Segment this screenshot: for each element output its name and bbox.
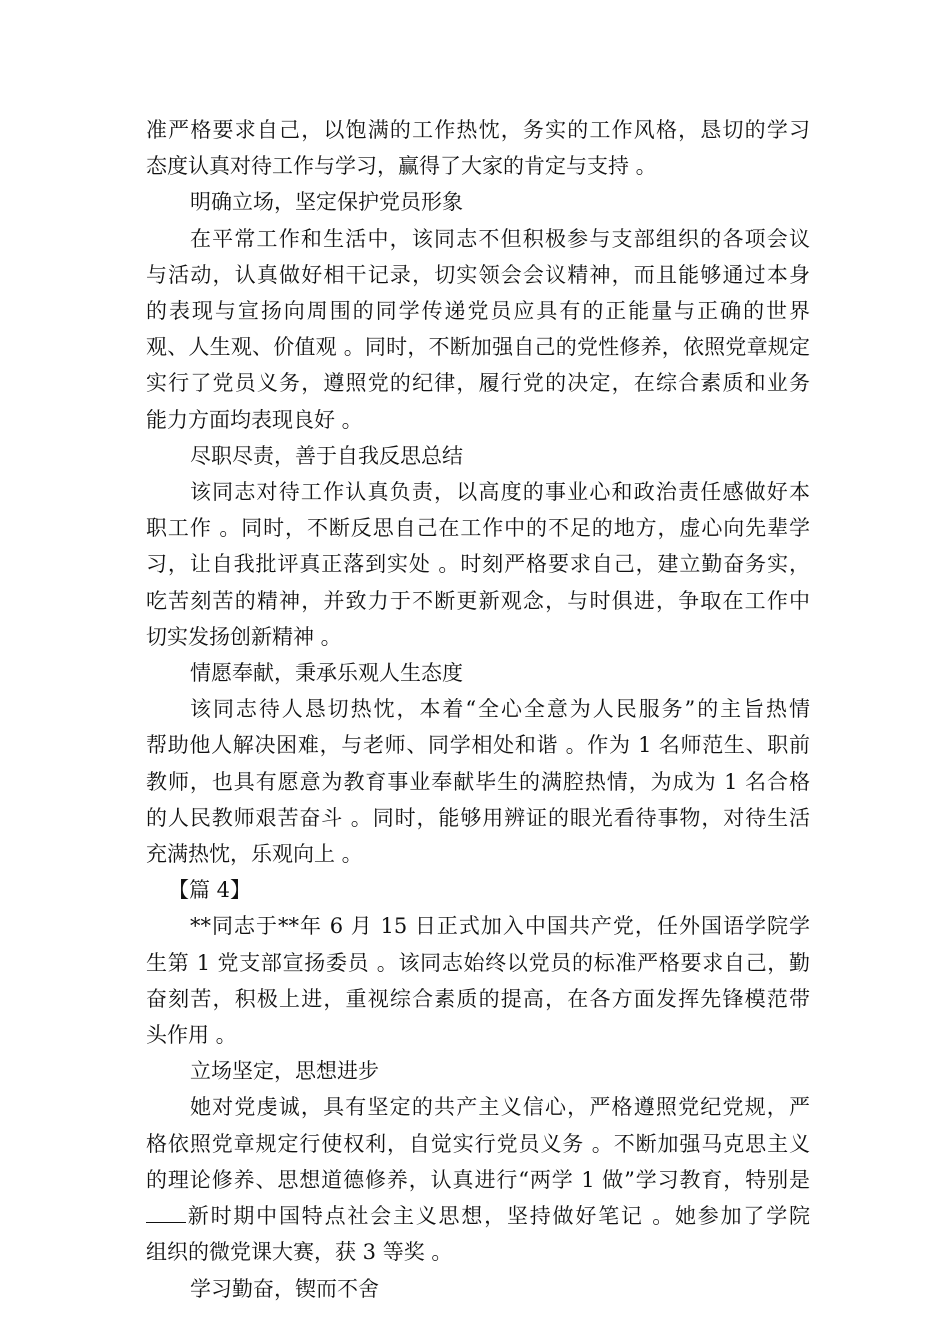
paragraph-line [146, 1198, 810, 1234]
section-heading: 情愿奉献，秉承乐观人生态度 [190, 661, 463, 686]
paragraph-first-line: **同志于**年 6 月 15 日正式加入中国共产党，任外国语学院学 [190, 914, 810, 939]
paragraph-last-line: 切实发扬创新精神 。 [146, 624, 342, 649]
paragraph-last-line: 组织的微党课大赛，获 3 等奖 。 [146, 1240, 453, 1265]
paragraph-last-line: 头作用 。 [146, 1023, 237, 1048]
paragraph-first-line: 该同志待人恳切热忱，本着“全心全意为人民服务”的主旨热情 [190, 697, 810, 722]
paragraph-line: 职工作 。同时，不断反思自己在工作中的不足的地方，虚心向先辈学 [146, 516, 810, 541]
paragraph-line: 教师，也具有愿意为教育事业奉献毕生的满腔热情，为成为 1 名合格 [146, 769, 810, 794]
paragraph-line: 的理论修养、思想道德修养，认真进行“两学 1 做”学习教育，特别是 [146, 1167, 810, 1192]
paragraph-line: 的人民教师艰苦奋斗 。同时，能够用辨证的眼光看待事物，对待生活 [146, 805, 810, 830]
paragraph-line: 吃苦刻苦的精神，并致力于不断更新观念，与时俱进，争取在工作中 [146, 588, 810, 613]
section-heading: 学习勤奋，锲而不舍 [190, 1276, 379, 1301]
paragraph-line: 习，让自我批评真正落到实处 。时刻严格要求自己，建立勤奋务实， [146, 552, 810, 577]
section-heading: 尽职尽责，善于自我反思总结 [190, 443, 463, 468]
paragraph-line: 实行了党员义务，遵照党的纪律，履行党的决定，在综合素质和业务 [146, 371, 810, 396]
part-marker: 【篇 4】 [168, 878, 252, 903]
paragraph-line: 生第 1 党支部宣扬委员 。该同志始终以党员的标准严格要求自己，勤 [146, 950, 810, 975]
paragraph-first-line: 该同志对待工作认真负责，以高度的事业心和政治责任感做好本 [190, 480, 810, 505]
section-heading: 立场坚定，思想进步 [190, 1059, 379, 1084]
paragraph-first-line: 她对党虔诚，具有坚定的共产主义信心，严格遵照党纪党规，严 [190, 1095, 810, 1120]
document-page [146, 112, 810, 1307]
paragraph-line: 帮助他人解决困难，与老师、同学相处和谐 。作为 1 名师范生、职前 [146, 733, 810, 758]
paragraph-first-line: 在平常工作和生活中，该同志不但积极参与支部组织的各项会议 [190, 226, 810, 251]
paragraph-line: 奋刻苦，积极上进，重视综合素质的提高，在各方面发挥先锋模范带 [146, 986, 810, 1011]
paragraph-line: 观、人生观、价值观 。同时，不断加强自己的党性修养，依照党章规定 [146, 335, 810, 360]
fill-in-blank [146, 1204, 186, 1223]
paragraph-last-line: 能力方面均表现良好 。 [146, 407, 363, 432]
paragraph-last-line: 态度认真对待工作与学习，赢得了大家的肯定与支持 。 [146, 154, 657, 179]
paragraph-line: 格依照党章规定行使权利，自觉实行党员义务 。不断加强马克思主义 [146, 1131, 810, 1156]
paragraph-last-line: 充满热忱，乐观向上 。 [146, 842, 363, 867]
paragraph-line: 的表现与宣扬向周围的同学传递党员应具有的正能量与正确的世界 [146, 299, 810, 324]
section-heading: 明确立场，坚定保护党员形象 [190, 190, 463, 215]
paragraph-line-text: 新时期中国特点社会主义思想，坚持做好笔记 。她参加了学院 [186, 1204, 810, 1229]
paragraph-line: 准严格要求自己，以饱满的工作热忱，务实的工作风格，恳切的学习 [146, 118, 810, 142]
paragraph-line: 与活动，认真做好相干记录，切实领会会议精神，而且能够通过本身 [146, 262, 810, 287]
